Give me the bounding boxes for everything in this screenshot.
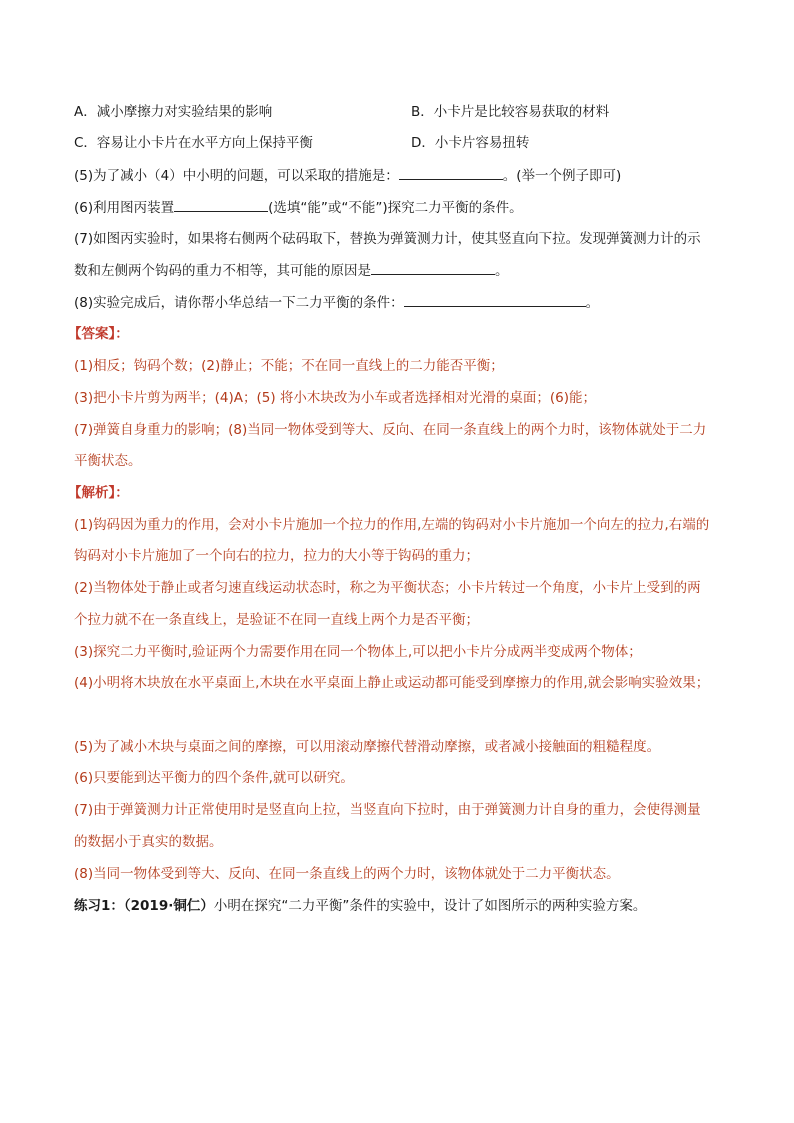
practice-text: 小明在探究“二力平衡”条件的实验中，设计了如图所示的两种实验方案。	[213, 898, 647, 914]
question-6	[74, 197, 523, 218]
answer-line-4: 平衡状态。	[74, 453, 142, 469]
analysis-line-6: (4)小明将木块放在水平桌面上,木块在水平桌面上静止或运动都可能受到摩擦力的作用,就会影响实验效果；	[74, 675, 710, 691]
option-a: A．减小摩擦力对实验结果的影响	[74, 104, 273, 120]
question-5-text: (5)为了减小（4）中小明的问题，可以采取的措施是：	[74, 168, 399, 184]
question-8	[74, 292, 599, 313]
question-8-text: (8)实验完成后，请你帮小华总结一下二力平衡的条件：	[74, 295, 404, 311]
analysis-line-3: (2)当物体处于静止或者匀速直线运动状态时，称之为平衡状态；小卡片转过一个角度，小卡片上受到的两	[74, 580, 701, 596]
practice-label: 练习1：（2019·铜仁）	[74, 898, 214, 914]
question-7-suffix: 。	[495, 263, 509, 279]
question-7-line-2	[74, 260, 509, 281]
analysis-line-10: 的数据小于真实的数据。	[74, 834, 223, 850]
analysis-line-8: (6)只要能到达平衡力的四个条件,就可以研究。	[74, 770, 354, 786]
analysis-heading: 【解析】：	[68, 485, 129, 501]
answer-line-1: (1)相反；钩码个数；(2)静止；不能；不在同一直线上的二力能否平衡；	[74, 358, 504, 374]
answer-heading: 【答案】：	[68, 326, 129, 342]
question-5-suffix: 。(举一个例子即可)	[502, 168, 622, 184]
question-7-line-1: (7)如图丙实验时，如果将右侧两个砝码取下，替换为弹簧测力计，使其竖直向下拉。发现弹簧测力计的示	[74, 231, 701, 247]
option-c: C．容易让小卡片在水平方向上保持平衡	[74, 135, 313, 151]
analysis-line-5: (3)探究二力平衡时,验证两个力需要作用在同一个物体上,可以把小卡片分成两半变成两个物体；	[74, 644, 642, 660]
analysis-line-9: (7)由于弹簧测力计正常使用时是竖直向上拉，当竖直向下拉时，由于弹簧测力计自身的重力，会使得测量	[74, 802, 701, 818]
answer-line-2: (3)把小卡片剪为两半；(4)A；(5) 将小木块改为小车或者选择相对光滑的桌面；(6)能；	[74, 390, 597, 406]
practice-1	[74, 896, 646, 916]
option-d: D．小卡片容易扭转	[411, 135, 530, 151]
answer-blank	[174, 197, 268, 212]
question-5	[74, 165, 621, 186]
answer-blank	[371, 260, 495, 275]
analysis-line-4: 个拉力就不在一条直线上，是验证不在同一直线上两个力是否平衡；	[74, 612, 479, 628]
question-7-text: 数和左侧两个钩码的重力不相等，其可能的原因是	[74, 263, 371, 279]
question-6-suffix: (选填“能”或“不能”)探究二力平衡的条件。	[268, 200, 523, 216]
answer-blank	[404, 292, 586, 307]
question-8-suffix: 。	[585, 295, 600, 311]
analysis-line-7: (5)为了减小木块与桌面之间的摩擦，可以用滚动摩擦代替滑动摩擦，或者减小接触面的粗糙程度。	[74, 739, 661, 755]
answer-blank	[399, 165, 503, 180]
analysis-line-1: (1)钩码因为重力的作用，会对小卡片施加一个拉力的作用,左端的钩码对小卡片施加一个向左的拉力,右端的	[74, 517, 710, 533]
analysis-line-2: 钩码对小卡片施加了一个向右的拉力，拉力的大小等于钩码的重力；	[74, 548, 479, 564]
analysis-line-11: (8)当同一物体受到等大、反向、在同一条直线上的两个力时，该物体就处于二力平衡状态。	[74, 866, 620, 882]
option-b: B．小卡片是比较容易获取的材料	[411, 104, 610, 120]
question-6-text: (6)利用图丙装置	[74, 200, 175, 216]
answer-line-3: (7)弹簧自身重力的影响；(8)当同一物体受到等大、反向、在同一条直线上的两个力时，该物体就处于二力	[74, 422, 707, 438]
